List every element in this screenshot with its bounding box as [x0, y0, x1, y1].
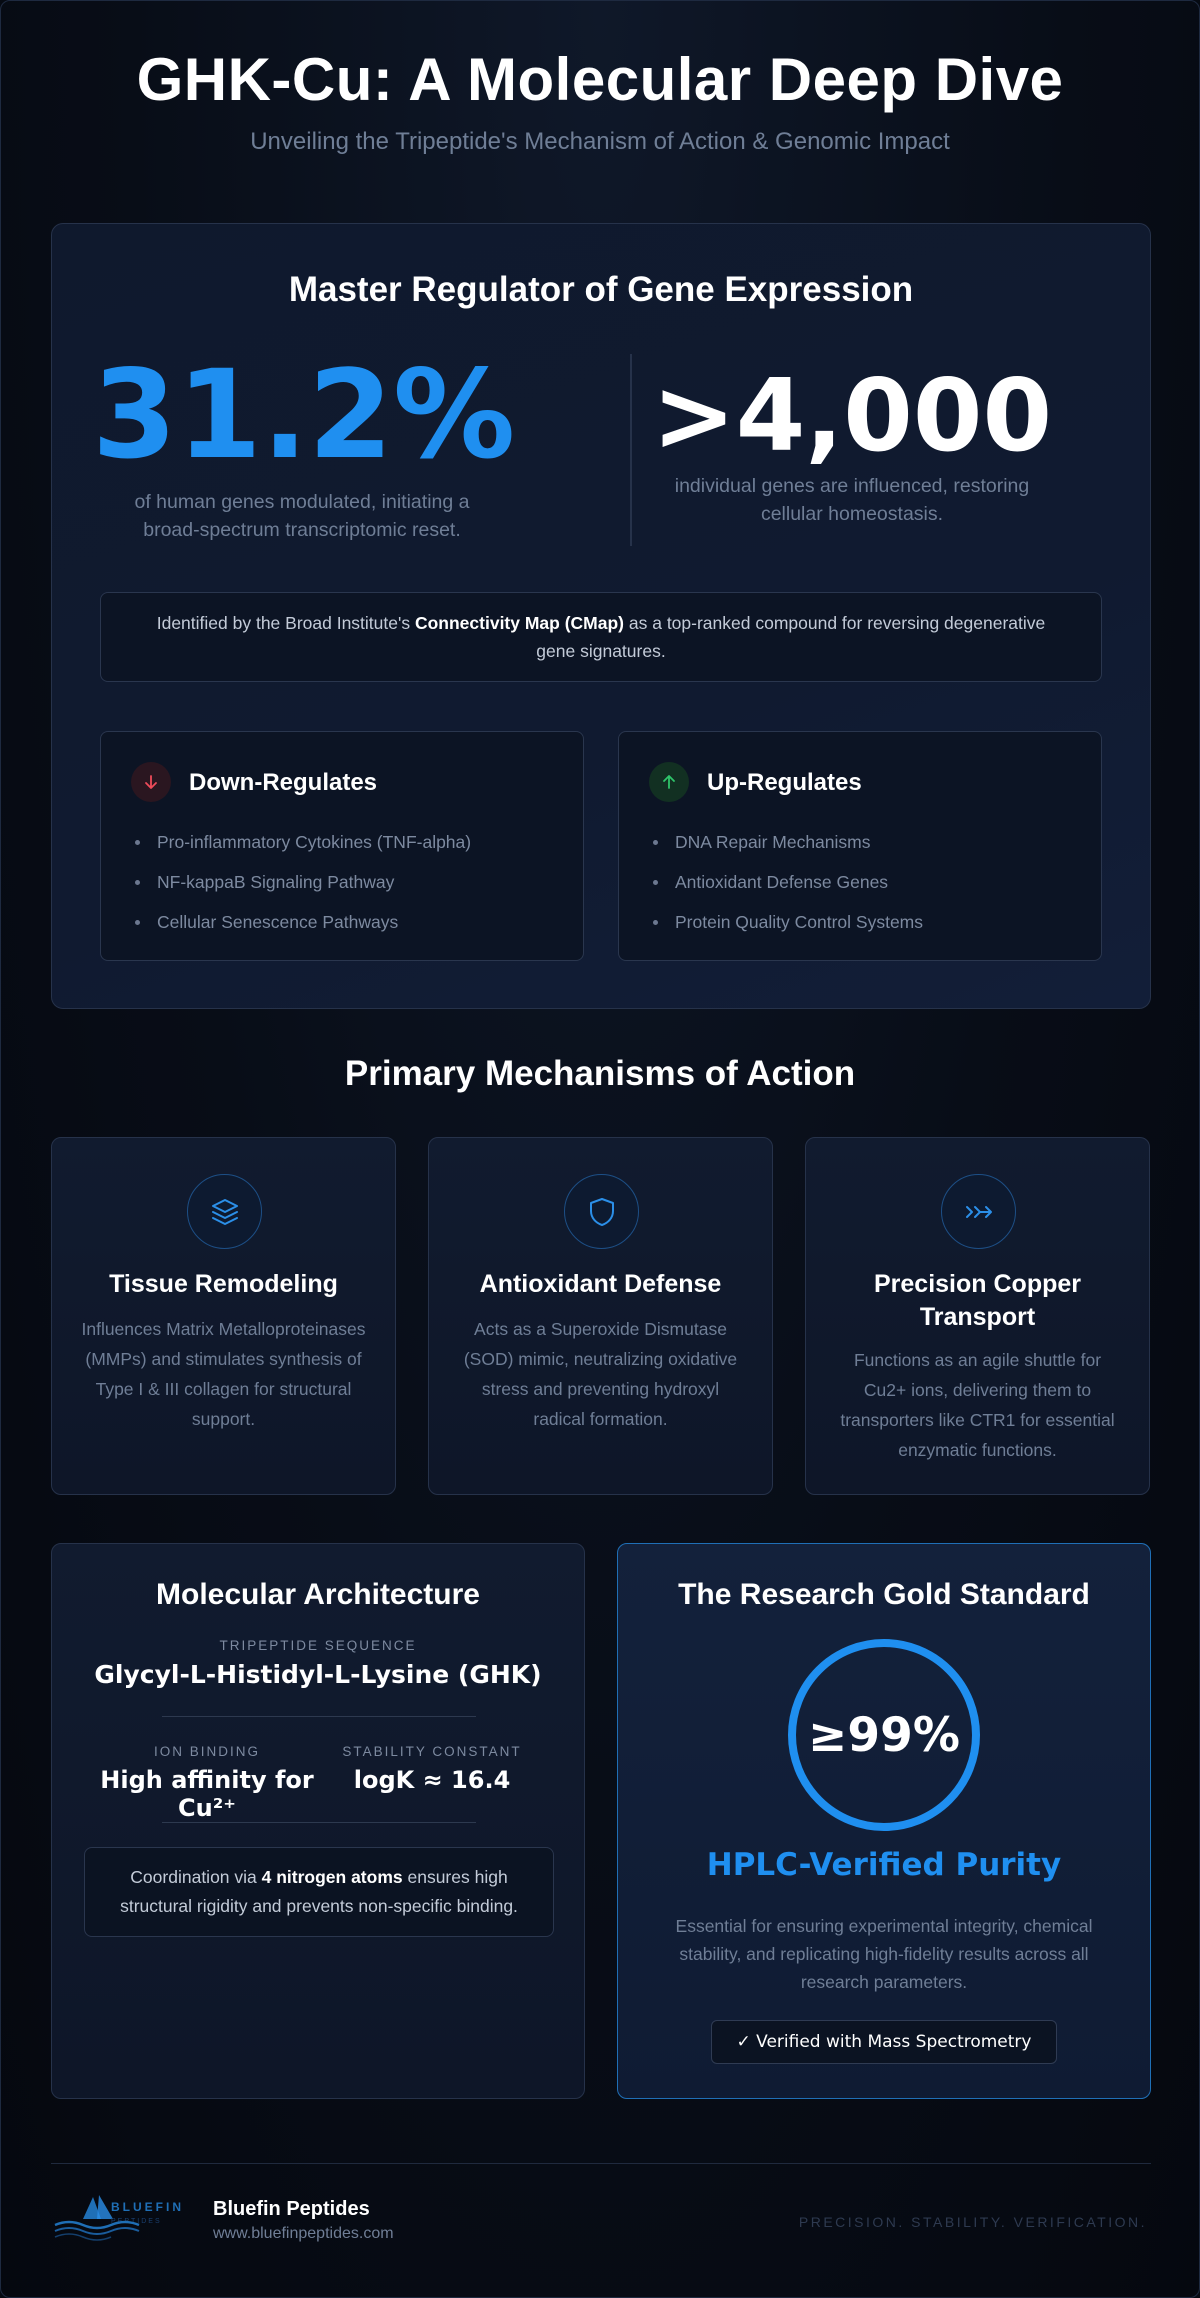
coordination-note — [84, 1847, 554, 1937]
shield-icon — [564, 1174, 639, 1249]
mechanism-title: Precision Copper Transport — [874, 1270, 1081, 1331]
mass-spec-badge: ✓ Verified with Mass Spectrometry — [711, 2020, 1057, 2064]
list-item: Antioxidant Defense Genes — [653, 862, 923, 902]
up-regulates-list — [653, 822, 923, 942]
genes-modulated-stat: 31.2% — [92, 344, 516, 486]
footer-tagline: PRECISION. STABILITY. VERIFICATION. — [798, 2214, 1147, 2230]
purity-description: Essential for ensuring experimental integrity, chemical stability, and replicating high-fidelity results across all research parameters. — [675, 1916, 1093, 1992]
purity-ring — [788, 1639, 980, 1831]
mechanism-title: Tissue Remodeling — [109, 1270, 338, 1298]
down-regulates-card — [100, 731, 584, 961]
cmap-note-highlight: Connectivity Map (CMap) — [414, 613, 625, 633]
list-item: Cellular Senescence Pathways — [135, 902, 471, 942]
genes-influenced-stat: >4,000 — [651, 357, 1053, 474]
arrow-transport-icon — [941, 1174, 1016, 1249]
list-item: NF-kappaB Signaling Pathway — [135, 862, 471, 902]
page-subtitle: Unveiling the Tripeptide's Mechanism of Action & Genomic Impact — [250, 128, 950, 155]
coordination-prefix: Coordination via — [130, 1867, 262, 1887]
genes-influenced-description: individual genes are influenced, restoring cellular homeostasis. — [674, 475, 1030, 525]
page-title: GHK-Cu: A Molecular Deep Dive — [136, 46, 1064, 113]
mechanism-description: Functions as an agile shuttle for Cu2+ ions, delivering them to transporters like CTR1 for essential enzymatic functions. — [840, 1350, 1115, 1460]
brand-name: Bluefin Peptides — [213, 2198, 370, 2220]
cmap-note-prefix: Identified by the Broad Institute's — [156, 613, 415, 633]
footer-divider — [51, 2163, 1151, 2164]
stability-constant-label: STABILITY CONSTANT — [342, 1744, 522, 1759]
svg-text:PEPTIDES: PEPTIDES — [111, 2218, 162, 2225]
gene-expression-panel — [51, 223, 1151, 1009]
divider — [162, 1716, 476, 1717]
coordination-highlight: 4 nitrogen atoms — [261, 1867, 403, 1887]
coordination-suffix: ensures high structural rigidity and prevents non-specific binding. — [120, 1867, 518, 1916]
layers-icon — [187, 1174, 262, 1249]
mechanism-description: Influences Matrix Metalloproteinases (MMPs) and stimulates synthesis of Type I & III collagen for structural support. — [81, 1319, 366, 1429]
arrow-up-icon — [649, 762, 689, 802]
cmap-note-text — [141, 609, 1061, 665]
stability-constant-value: logK ≈ 16.4 — [353, 1766, 511, 1794]
mechanism-card-copper-transport — [805, 1137, 1150, 1495]
coordination-note-text — [109, 1863, 529, 1921]
molecular-architecture-card — [51, 1543, 585, 2099]
architecture-title: Molecular Architecture — [156, 1578, 480, 1611]
bluefin-logo — [53, 2191, 193, 2241]
divider — [162, 1822, 476, 1823]
cmap-note — [100, 592, 1102, 682]
ion-binding-label: ION BINDING — [153, 1744, 260, 1759]
sequence-value: Glycyl-L-Histidyl-L-Lysine (GHK) — [94, 1660, 542, 1689]
down-regulates-list — [135, 822, 471, 942]
purity-title: HPLC-Verified Purity — [706, 1847, 1062, 1883]
up-regulates-title: Up-Regulates — [707, 769, 862, 796]
ion-binding-value: High affinity for Cu²⁺ — [100, 1766, 314, 1822]
mechanism-description: Acts as a Superoxide Dismutase (SOD) mimic, neutralizing oxidative stress and preventing hydroxyl radical formation. — [463, 1319, 738, 1429]
up-regulates-card — [618, 731, 1102, 961]
mechanism-card-antioxidant-defense — [428, 1137, 773, 1495]
list-item: DNA Repair Mechanisms — [653, 822, 923, 862]
purity-value: ≥99% — [808, 1707, 960, 1763]
list-item: Protein Quality Control Systems — [653, 902, 923, 942]
mechanisms-title: Primary Mechanisms of Action — [344, 1054, 856, 1093]
svg-text:BLUEFIN: BLUEFIN — [111, 2200, 184, 2214]
mechanism-card-tissue-remodeling — [51, 1137, 396, 1495]
genes-modulated-description: of human genes modulated, initiating a broad-spectrum transcriptomic reset. — [134, 491, 470, 541]
cmap-note-suffix: as a top-ranked compound for reversing degenerative gene signatures. — [536, 613, 1046, 661]
brand-url[interactable]: www.bluefinpeptides.com — [213, 2225, 394, 2242]
sequence-label: TRIPEPTIDE SEQUENCE — [219, 1638, 417, 1653]
gene-expression-title: Master Regulator of Gene Expression — [288, 270, 914, 309]
down-regulates-title: Down-Regulates — [189, 769, 378, 796]
mechanism-title: Antioxidant Defense — [479, 1270, 722, 1298]
gold-standard-title: The Research Gold Standard — [678, 1578, 1090, 1611]
arrow-down-icon — [131, 762, 171, 802]
research-gold-standard-card — [617, 1543, 1151, 2099]
list-item: Pro-inflammatory Cytokines (TNF-alpha) — [135, 822, 471, 862]
